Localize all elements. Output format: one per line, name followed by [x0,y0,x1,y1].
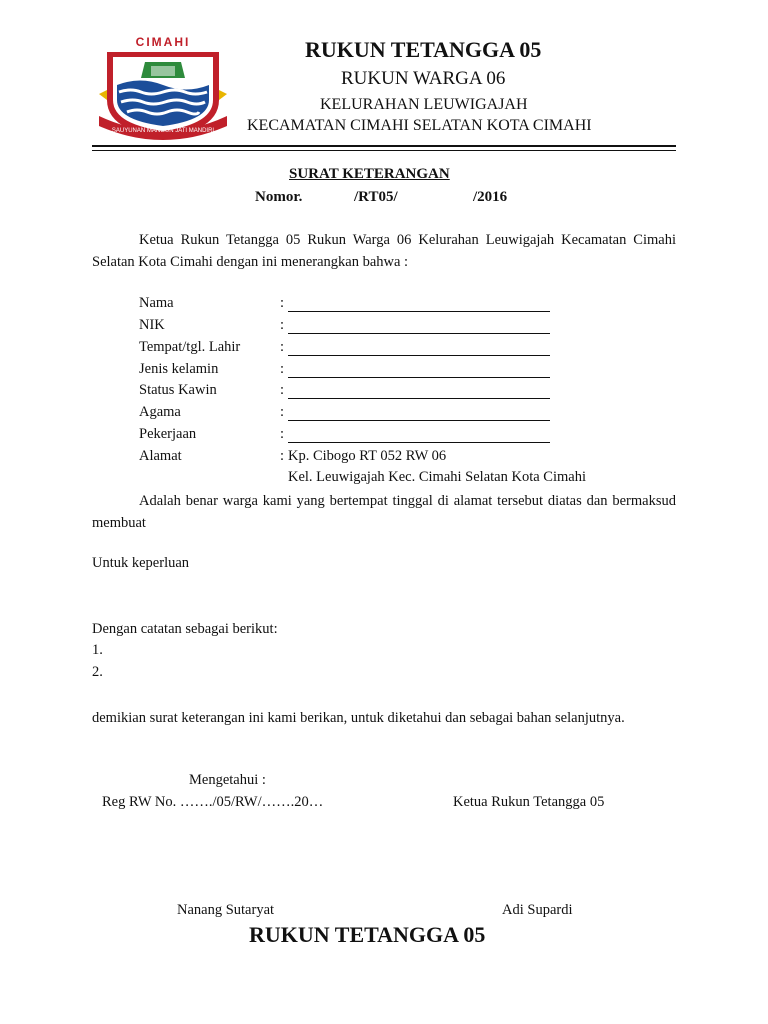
signatory-right-name: Adi Supardi [502,902,573,918]
field-colon: : [280,339,285,355]
header-rule-thick [92,145,676,147]
header-kecamatan: KECAMATAN CIMAHI SELATAN KOTA CIMAHI [247,117,592,134]
note-item-2: 2. [92,664,103,680]
logo-text: CIMAHI [135,35,191,49]
letter-title: SURAT KETERANGAN [289,166,450,182]
intro-paragraph: Ketua Rukun Tetangga 05 Rukun Warga 06 Kelurahan Leuwigajah Kecamatan Cimahi Selatan Kota Cimahi dengan ini menerangkan bahwa : [92,232,676,270]
cimahi-logo [93,30,233,142]
field-colon: : [280,317,285,333]
header-rw: RUKUN WARGA 06 [341,68,506,89]
purpose-label: Untuk keperluan [92,555,190,571]
field-label-birth: Tempat/tgl. Lahir [139,339,241,355]
number-rt: /RT05/ [354,189,398,205]
header-rule-thin [92,150,676,151]
header-rt: RUKUN TETANGGA 05 [305,37,542,62]
closing-paragraph: demikian surat keterangan ini kami berikan, untuk diketahui dan sebagai bahan selanjutnya. [92,710,625,726]
field-label-nik: NIK [139,317,165,333]
statement-paragraph: Adalah benar warga kami yang bertempat tinggal di alamat tersebut diatas dan bermaksud membuat [92,493,676,531]
address-line-2: Kel. Leuwigajah Kec. Cimahi Selatan Kota Cimahi [288,469,586,485]
footer-rt: RUKUN TETANGGA 05 [249,922,486,947]
field-line-religion [288,406,550,421]
field-line-job [288,428,550,443]
field-label-marital: Status Kawin [139,382,217,398]
address-line-1: Kp. Cibogo RT 052 RW 06 [288,448,447,464]
field-line-birth [288,341,550,356]
field-line-gender [288,363,550,378]
field-colon: : [280,426,285,442]
field-label-gender: Jenis kelamin [139,361,219,377]
number-year: /2016 [473,189,508,205]
field-line-nama [288,297,550,312]
field-colon: : [280,404,285,420]
notes-label: Dengan catatan sebagai berikut: [92,621,278,637]
field-label-address: Alamat [139,448,182,464]
number-label: Nomor. [255,189,303,205]
acknowledge-label: Mengetahui : [189,772,266,788]
signatory-left-name: Nanang Sutaryat [177,902,275,918]
field-line-marital [288,384,550,399]
field-line-nik [288,319,550,334]
field-colon: : [280,295,285,311]
rt-head-label: Ketua Rukun Tetangga 05 [453,794,605,810]
reg-rw-number: Reg RW No. ……./05/RW/…….20… [102,794,324,810]
field-colon: : [280,361,285,377]
field-colon: : [280,448,285,464]
field-colon: : [280,382,285,398]
field-label-religion: Agama [139,404,181,420]
note-item-1: 1. [92,642,103,658]
field-label-nama: Nama [139,295,174,311]
header-kelurahan: KELURAHAN LEUWIGAJAH [320,96,528,113]
logo-motto: SAUYUNAN MANGUN JATI MANDIRI [111,128,215,134]
field-label-job: Pekerjaan [139,426,197,442]
